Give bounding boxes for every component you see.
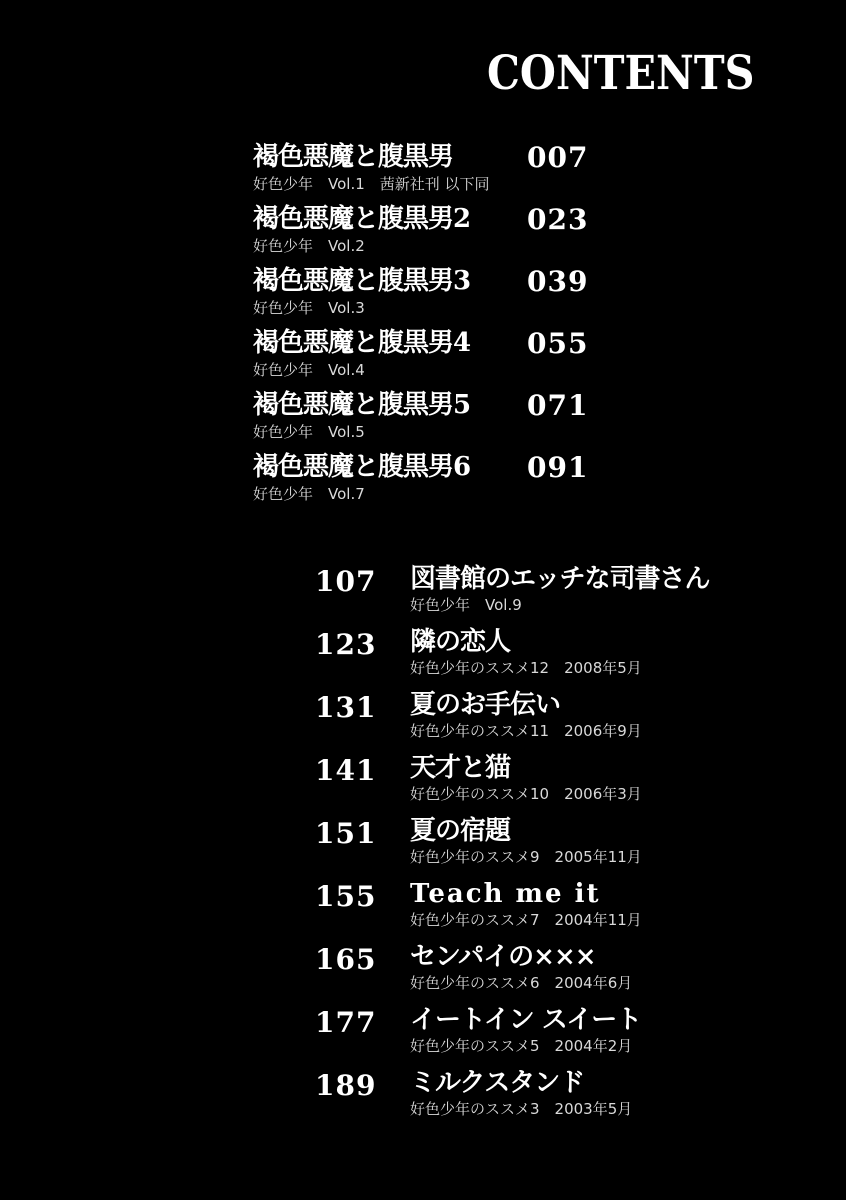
entry-subtitle: 好色少年のススメ7 2004年11月 — [410, 910, 642, 929]
entry-subtitle: 好色少年 Vol.9 — [410, 595, 522, 614]
toc-entry — [253, 391, 613, 453]
entry-page-number: 155 — [315, 880, 377, 913]
toc-entry — [253, 453, 613, 515]
entry-subtitle: 好色少年 Vol.2 — [253, 236, 365, 255]
entry-page-number: 123 — [315, 628, 377, 661]
entry-title: 褐色悪魔と腹黒男4 — [253, 328, 471, 358]
entry-title: 褐色悪魔と腹黒男3 — [253, 266, 471, 296]
toc-entry — [253, 143, 613, 205]
toc-entry — [253, 205, 613, 267]
entry-page-number: 165 — [315, 943, 377, 976]
entry-subtitle: 好色少年 Vol.4 — [253, 360, 365, 379]
entry-page-number: 151 — [315, 817, 377, 850]
toc-entry — [253, 329, 613, 391]
toc-section-top — [253, 143, 613, 515]
entry-title: 夏のお手伝い — [410, 690, 561, 720]
entry-title: 図書館のエッチな司書さん — [410, 564, 710, 594]
toc-entry — [315, 1006, 795, 1069]
entry-page-number: 071 — [527, 389, 589, 422]
toc-entry — [315, 691, 795, 754]
toc-entry — [315, 565, 795, 628]
entry-page-number: 023 — [527, 203, 589, 236]
entry-page-number: 189 — [315, 1069, 377, 1102]
entry-title: 隣の恋人 — [410, 627, 511, 657]
toc-entry — [315, 817, 795, 880]
entry-page-number: 131 — [315, 691, 377, 724]
entry-title: Teach me it — [410, 879, 601, 909]
entry-subtitle: 好色少年のススメ9 2005年11月 — [410, 847, 642, 866]
entry-subtitle: 好色少年 Vol.7 — [253, 484, 365, 503]
entry-page-number: 055 — [527, 327, 589, 360]
entry-page-number: 091 — [527, 451, 589, 484]
entry-subtitle: 好色少年のススメ6 2004年6月 — [410, 973, 633, 992]
entry-page-number: 107 — [315, 565, 377, 598]
entry-title: 褐色悪魔と腹黒男 — [253, 142, 454, 172]
entry-subtitle: 好色少年のススメ3 2003年5月 — [410, 1099, 633, 1118]
entry-title: ミルクスタンド — [410, 1068, 585, 1098]
entry-page-number: 007 — [527, 141, 589, 174]
toc-entry — [315, 754, 795, 817]
page-title: CONTENTS — [487, 46, 755, 101]
toc-entry — [315, 628, 795, 691]
entry-subtitle: 好色少年のススメ5 2004年2月 — [410, 1036, 633, 1055]
entry-page-number: 039 — [527, 265, 589, 298]
toc-entry — [315, 880, 795, 943]
entry-title: 褐色悪魔と腹黒男5 — [253, 390, 471, 420]
entry-subtitle: 好色少年のススメ10 2006年3月 — [410, 784, 642, 803]
entry-subtitle: 好色少年 Vol.1 茜新社刊 以下同 — [253, 174, 490, 193]
entry-page-number: 177 — [315, 1006, 377, 1039]
entry-title: 褐色悪魔と腹黒男2 — [253, 204, 471, 234]
entry-subtitle: 好色少年 Vol.3 — [253, 298, 365, 317]
entry-subtitle: 好色少年 Vol.5 — [253, 422, 365, 441]
entry-subtitle: 好色少年のススメ12 2008年5月 — [410, 658, 642, 677]
entry-title: イートイン スイート — [410, 1005, 642, 1035]
entry-page-number: 141 — [315, 754, 377, 787]
toc-entry — [315, 1069, 795, 1132]
entry-title: 褐色悪魔と腹黒男6 — [253, 452, 471, 482]
toc-section-bottom — [315, 565, 795, 1132]
entry-title: センパイの××× — [410, 942, 596, 972]
toc-entry — [253, 267, 613, 329]
entry-title: 天才と猫 — [410, 753, 511, 783]
toc-entry — [315, 943, 795, 1006]
entry-subtitle: 好色少年のススメ11 2006年9月 — [410, 721, 642, 740]
entry-title: 夏の宿題 — [410, 816, 511, 846]
